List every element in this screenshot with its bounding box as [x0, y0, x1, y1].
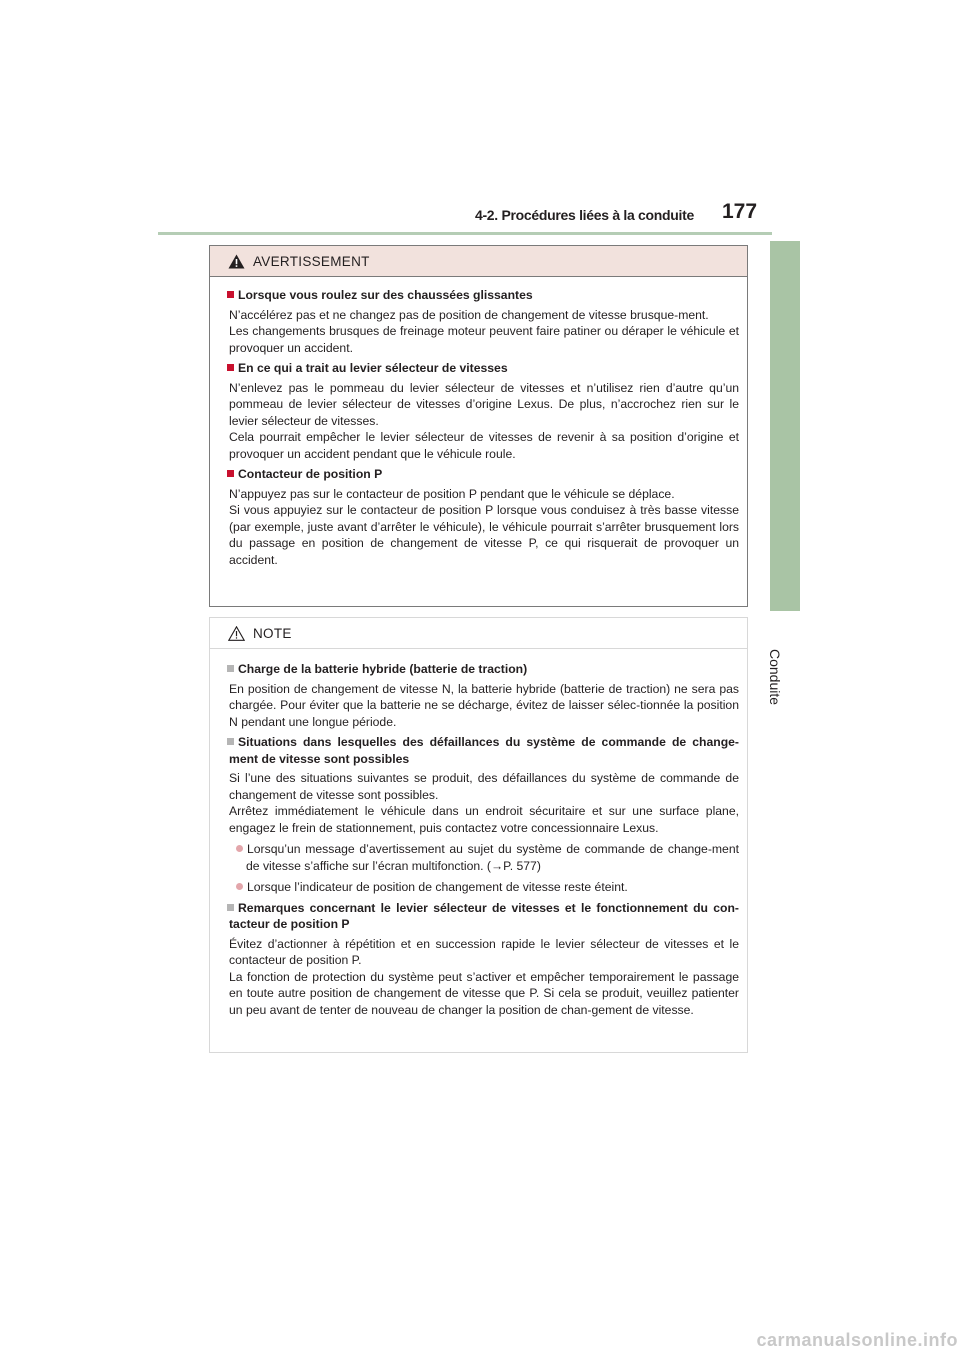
chapter-tab-label: Conduite: [767, 649, 783, 706]
warning-item: [222, 360, 739, 462]
warning-box: [209, 245, 748, 607]
note-item: [222, 734, 739, 896]
chapter-tab: [770, 241, 800, 611]
warning-item-text: N’appuyez pas sur le contacteur de position P pendant que le véhicule se déplace.: [229, 486, 675, 501]
note-item-text: Si l’une des situations suivantes se produit, des défaillances du système de commande de changement de vitesse sont possibles.: [229, 771, 739, 802]
warning-body: [210, 277, 747, 568]
warning-triangle-icon: [228, 254, 245, 269]
site-watermark: carmanualsonline.info: [756, 1330, 958, 1350]
note-bullet: [222, 841, 739, 874]
gray-square-bullet-icon: [227, 665, 234, 672]
page-number: 177: [722, 200, 758, 223]
warning-item: [222, 287, 739, 356]
warning-item-title: Contacteur de position P: [238, 467, 383, 481]
warning-item-text: N’enlevez pas le pommeau du levier sélecteur de vitesses et n’utilisez rien d’autre qu’un pommeau de levier sélecteur de vitesses d’origine Lexus. De plus, n’accrochez rien sur le levier sélecteur de vitesses.: [229, 380, 739, 428]
note-box: [209, 617, 748, 1053]
red-square-bullet-icon: [227, 291, 234, 298]
note-item-title: Situations dans lesquelles des défaillances du système de commande de change-ment de vitesse sont possibles: [229, 735, 739, 766]
note-item-text: Évitez d’actionner à répétition et en succession rapide le levier sélecteur de vitesses et le contacteur de position P.: [229, 936, 739, 967]
note-item-text: Arrêtez immédiatement le véhicule dans un endroit sécuritaire et sur une surface plane, engagez le frein de stationnement, puis contactez votre concessionnaire Lexus.: [229, 804, 739, 835]
note-bullet-text: Lorsqu’un message d’avertissement au sujet du système de commande de change-ment de vitesse s’affiche sur l’écran multifonction. (→P. 577): [246, 842, 739, 873]
note-title: NOTE: [253, 625, 292, 641]
warning-item-text: Les changements brusques de freinage moteur peuvent faire patiner ou déraper le véhicule et provoquer un accident.: [229, 324, 739, 355]
pink-dot-bullet-icon: [236, 883, 243, 890]
warning-item-text: Cela pourrait empêcher le levier sélecteur de vitesses de revenir à sa position d’origine et provoquer un accident pendant que le véhicule roule.: [229, 430, 739, 461]
red-square-bullet-icon: [227, 470, 234, 477]
note-bullet-text: Lorsque l’indicateur de position de changement de vitesse reste éteint.: [247, 880, 628, 894]
note-item-text: La fonction de protection du système peut s’activer et empêcher temporairement le passage en toute autre position de changement de vitesse que P. Si cela se produit, veuillez patienter un peu avant de tenter de nouveau de changer la position de chan-gement de vitesse.: [229, 969, 739, 1017]
note-body: [210, 649, 747, 1018]
running-header-section: 4-2. Procédures liées à la conduite: [474, 207, 694, 223]
note-item-title: Charge de la batterie hybride (batterie de traction): [238, 662, 528, 676]
warning-item: [222, 466, 739, 568]
note-header: [210, 618, 747, 649]
warning-title: AVERTISSEMENT: [253, 253, 370, 269]
red-square-bullet-icon: [227, 364, 234, 371]
warning-item-text: Si vous appuyiez sur le contacteur de position P lorsque vous conduisez à très basse vitesse (par exemple, juste avant d’arrêter le véhicule), le véhicule pourrait s’arrêter brusquement lors du passage en position de changement de vitesse P, ce qui risquerait de provoquer un accident.: [229, 503, 739, 567]
note-item-title: Remarques concernant le levier sélecteur de vitesses et le fonctionnement du con-tacteur de position P: [229, 900, 739, 931]
warning-item-title: Lorsque vous roulez sur des chaussées glissantes: [238, 288, 533, 302]
note-item-text: En position de changement de vitesse N, la batterie hybride (batterie de traction) ne sera pas chargée. Pour éviter que la batterie ne se décharge, évitez de laisser sélec-tionnée la position N pendant une longue période.: [229, 681, 739, 729]
note-item: [222, 900, 739, 1019]
warning-header: [210, 246, 747, 277]
gray-square-bullet-icon: [227, 738, 234, 745]
gray-square-bullet-icon: [227, 904, 234, 911]
note-item: [222, 661, 739, 730]
pink-dot-bullet-icon: [236, 845, 243, 852]
chapter-tab-number: 4: [780, 655, 790, 672]
warning-item-title: En ce qui a trait au levier sélecteur de vitesses: [238, 361, 508, 375]
note-bullet: [222, 879, 739, 896]
warning-item-text: N’accélérez pas et ne changez pas de position de changement de vitesse brusque-ment.: [229, 307, 709, 322]
caution-outline-icon: [228, 626, 245, 641]
header-divider: [158, 232, 772, 235]
